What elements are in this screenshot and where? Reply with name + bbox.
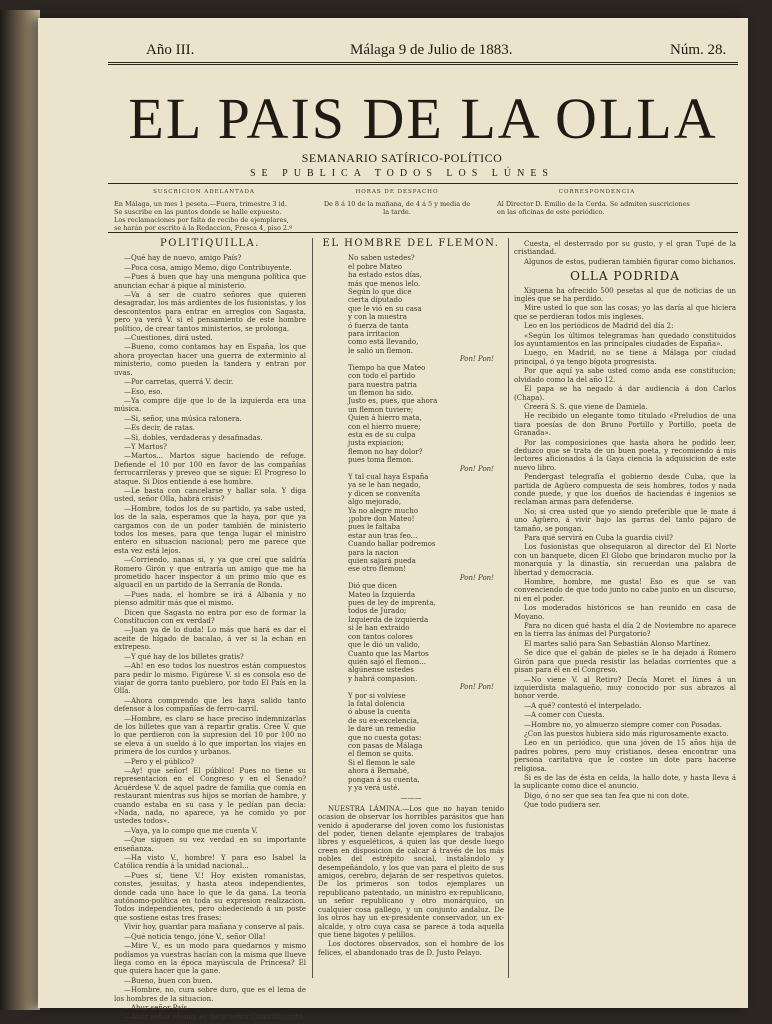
politiquilla-paragraph: —Poca cosa, amigo Memo, digo Contribuyente. [124,263,292,272]
office-hours-text: De 8 á 10 de la mañana, de 4 á 5 y media de la tarde. [323,200,471,216]
olla-podrida-paragraph: Si es de las de ésta en celda, la hallo dote, y hasta lleva á la suplicante como dice el anuncio. [514,773,736,791]
politiquilla-paragraph: —Pero y el público? [124,757,194,766]
poem-line: ó fuerza de tanta [348,321,409,330]
poem-line: y con la muestra [348,313,407,322]
flemon-heading: EL HOMBRE DEL FLEMON. [322,238,500,249]
politiquilla-paragraph: —Va á ser de cuatro señores que quieren desagradar, los más ardientes de los fusionistas, y los descontentos para entrar en arreglos con Sagasta, pero ya verá V. si el pensamiento de este hombre político, de crear tantos ministerios, se prolonga. [114,291,306,333]
poem-line: algúnense ustedes [348,666,414,675]
politiquilla-paragraph: —Vaya, ya lo compo que me cuenta V. [124,826,258,835]
poem-line: con pasas de Málaga [348,741,423,750]
olla-podrida-paragraph: —A comer con Cuesta. [524,711,605,720]
politiquilla-paragraph: Vivir hoy, guardar para mañana y conserve al país. [124,923,305,932]
poem-line: Quien á hierro mata, [348,414,422,423]
olla-podrida-paragraph: Los fusionistas que obsequiaron al director del El Norte con un banquete, dicen El Globo que brindaron mucho por la monarquía y la dinastía, sin recuerdan una palabra de libertad y democracia. [514,543,736,577]
poem-line: la fatal dolencia [348,699,405,708]
poem-refrain-4: Pon! Pon! [459,683,494,692]
office-hours-box [322,188,472,216]
correspondence-text: Al Director D. Emilio de la Cerda. Se admiten suscriciones en las oficinas de este periódico. [497,200,690,216]
poem-line: pues toma flemon. [348,456,414,465]
politiquilla-paragraph: —Si, señor, una música ratonera. [124,414,242,423]
poem-line: que le vió en su casa [348,304,422,313]
poem-line: ha estado estos días, [348,271,422,280]
politiquilla-paragraph: Dicen que Sagasta no entra por eso de formar la Constitucion con ex verdad? [114,608,306,626]
publication-note: SE PUBLICA TODOS LOS LÚNES [250,168,554,179]
olla-podrida-paragraph: Digo, ó no ser que sea tan fea que ni con dote. [524,791,690,800]
politiquilla-paragraph: —Pues nada, el hombre se irá á Albania y no pienso admitir más que el mismo. [114,590,306,608]
poem-line: Y por si volviese [348,691,406,700]
politiquilla-paragraph: —Le basta con cancelarse y hallar sola. Y diga usted, señor Olla, habrá crisis? [114,486,306,504]
masthead-topline [110,42,742,62]
poem-line: y ya verá usté. [348,784,400,792]
issue-number: Núm. 28. [670,42,727,58]
olla-podrida-paragraph: —A qué? contestó el interpelado. [524,701,642,710]
politiquilla-paragraph: —Abur señor Memo, es decir señor Contribuyente. [124,1013,305,1022]
politiquilla-paragraph: —Eso, eso. [124,387,163,396]
politiquilla-paragraph: —Juan ya de lo duda! Lo más que hará es dar el aceite de hígado de bacalao, á ver si la echan en extrepeso. [114,626,306,652]
subscription-text: En Málaga, un mes 1 peseta.—Fuera, trimestre 3 id. Se suscribe en las puntos donde se halle expuesto. Los reclamaciones por falta de recibo de ejemplares, se harán por escrito á la Redaccion, Fresca 4, piso 2.º [114,200,293,232]
poem-line: con el hierro muere; [348,422,421,431]
poem-line: pues le faltaba [348,523,401,532]
poem-line: un flemon tuviere; [348,405,414,414]
poem-refrain-2: Pon! Pon! [459,464,494,473]
olla-podrida-paragraph: Mire usted lo que son las cosas; yo las daría al que hiciera que se perdieran todos mis ingleses. [514,304,736,321]
poem-line: Si el flemon le sale [348,758,416,767]
poem-line: que no cuesta gotas: [348,733,422,742]
olla-podrida-paragraph: ¿Con las puestos hubiera sido más rigurosamente exacto. [524,729,729,738]
olla-podrida-paragraph: «Según los últimos telegramas han quedado constituidos los ayuntamientos en las principales ciudades de España». [514,331,736,349]
politiquilla-paragraph: —Mire V., es un modo para quedarnos y mismo podíamos ya vuestras hacían con la misma que llueve llega como en la época mayúscula de Princesa? El que quiera hacer que la gane. [114,942,306,976]
poem-line: algo mejorado, [348,498,401,507]
col3-top-text [514,240,736,266]
olla-podrida-paragraph: Leo en un periódico, que una jóven de 15 años hija de padres pobres, pero muy cristianos, desea encontrar una persona caritativa que le costee un dote para hacerse religiosa. [514,739,736,773]
poem-line: ese otro flemon! [348,565,406,574]
politiquilla-paragraph: —Es decir, de ratas. [124,424,195,433]
poem-line: de su ex-excelencia, [348,716,420,725]
olla-podrida-paragraph: Pendergast telegrafía el gobierno desde Cuba, que la partida de Agüero compuesta de seis hombres, todos y nada conde puede, y que los dueños de haciendas é ingenios se reclaman armas para defenderse. [514,473,736,507]
date-label: Málaga 9 de Julio de 1883. [350,42,513,58]
politiquilla-paragraph: —Ha visto V., hombre! Y para eso Isabel la Católica rendía á la unidad nacional... [114,854,306,871]
politiquilla-paragraph: —Pues á buen que hay una menguna política que anuncian echar á pique al ministerio. [114,273,306,290]
olla-podrida-paragraph: Hombre, hombre, me gusta! Eso es que se van convenciendo de que todo junto no cabe junto en un discurso, ni en el poder. [514,578,736,603]
book-spine [0,10,40,1010]
politiquilla-paragraph: —Por carretas, querrá V. decir. [124,378,234,387]
politiquilla-heading: POLITIQUILLA. [160,238,260,249]
divider-ornament: ——— [400,794,422,803]
politiquilla-paragraph: —Qué noticia tengo, jóne V., señor Olla! [124,932,266,941]
politiquilla-paragraph: —Y Martos? [124,442,167,451]
politiquilla-paragraph: —Cuestiones, dirá usted. [124,334,213,343]
office-hours-heading: HORAS DE DESPACHO [355,189,439,195]
olla-podrida-heading: OLLA PODRIDA [570,269,680,284]
politiquilla-paragraph: —Hombre, todos los de su partido, ya sabe usted, los de la sala, esperamos que la haya, por que ya cargamos con de un poder también de ministerio todos los meses, para que tenga lugar el ministro entero en situacion nacional; pero me parece que esta vez está lejos. [114,504,306,555]
olla-podrida-paragraph: —No viene V. al Retiro? Decía Moret el lúnes á un izquierdista malagueño, muy conocido por sus abrazos al honor verde. [514,675,736,701]
politiquilla-paragraph: —Hombre, es claro se hace preciso indemnizarlas de los billetes que van á repartir gratis. Cree V. que lo que perdieron con la supresion del 10 por 100 no se eleva á un sueldo á lo que importan los viajes en primera de los curdos y urbanos. [114,714,306,757]
olla-podrida-paragraph: Que todo pudiera ser. [524,801,601,810]
poem-stanza-2 [318,364,504,465]
olla-podrida-body [514,287,736,810]
poem-line: más que menos lelo. [348,279,421,288]
poem-line: Según lo que dice [348,288,412,297]
poem-refrain-1: Pon! Pon! [459,355,494,364]
olla-podrida-paragraph: Para no dicen qué hasta el día 2 de Noviembre no aparece en la tierra las ánimas del Purgatorio? [514,622,736,639]
poem-stanza-5 [318,692,504,793]
poem-line: Izquierda de izquierda [348,615,429,624]
politiquilla-paragraph: —Qué hay de nuevo, amigo País? [124,254,242,263]
poem-line: con todo el partido [348,372,416,381]
politiquilla-paragraph: —Ay! que señor! El público! Pues no tiene su representacion en el Congreso y en el Senado? Acuérdese V. de aquel padre de familia que comía en restaurant mientras sus hijos se morían de hambre, y cuando estaba en su casa y le pedían pan decía: «Nada, nada, no aparece, ya he comido yo por ustedes todos». [114,766,306,826]
politiquilla-body [114,254,306,1021]
poem-stanza-4 [318,582,504,683]
poem-line: esta es de su culpa [348,430,416,439]
olla-podrida-paragraph: Leo en los periódicos de Madrid del día 2: [524,322,674,331]
poem-line: para irritacion [348,330,400,339]
olla-podrida-paragraph: Luego, en Madrid, no se tiene á Málaga por ciudad principal, ó ya tengo bígota progresista. [514,349,736,366]
column-divider-2 [508,238,509,978]
year-label: Año III. [146,42,195,58]
politiquilla-paragraph: —Bueno, como contamos hay en España, los que ahora proyectan hacer una guerra de exterminio al ministerio, como pueden la tandera y entran por uvas. [114,343,306,377]
poem-line: justa expiacion; [348,439,404,448]
poem-line: quién sajó el flemon... [348,657,426,666]
poem-line: Cuando hallar podremos [348,540,436,549]
olla-podrida-paragraph: Se dice que el gabán de pieles se le ha dejado á Romero Girón para que pueda resistir las heladas corrientes que a pisan para él en el Congreso. [514,649,736,675]
poem-line: que le dió un valido, [348,641,420,650]
politiquilla-paragraph: —Pues sí, tiene V.! Hoy existen romanistas, constes, jesuitas, y hasta ateos independientes, donde cada uno hace lo que le da gana. La teoría autónomo-política en toda su expresion realizacion. Todos independientes, pero obedeciendo á un poste que sostiene estas tres frases: [114,871,306,922]
poem-stanza-3 [318,473,504,574]
subscription-heading: SUSCRICION ADELANTADA [153,189,255,195]
poem-line: ya se le han negado, [348,481,421,490]
poem-line: un flemon ha sido. [348,388,414,397]
subtitle: SEMANARIO SATÍRICO-POLÍTICO [301,151,503,165]
page-content [52,18,742,1022]
poem-line: estar aun tras feo... [348,531,418,540]
politiquilla-paragraph: —Abur señor País. [124,1003,190,1012]
column-hombre-flemon [318,240,504,1000]
politiquilla-paragraph: —Hombre, no, cura sobre duro, que es el lema de los hombres de la situacion. [114,986,306,1003]
poem-line: Cuanto que las Martos [348,649,429,658]
politiquilla-paragraph: —Ahora comprendo que les haya salido tanto defensor á los compañías de ferro-carril. [114,696,306,714]
poem-line: para la nacion [348,548,399,557]
nuestra-lamina-text: NUESTRA LÁMINA.—Los que no hayan tenido ocasion de observar los horribles parásitos que han venido á apoderarse del joven como los fusionistas del poder, tienen delante ejemplares de trabajos libres y esqueléticos, á quien las que desde luego creen en disposicion de calcar á través de los más nobles del estrépito social, instalándolo y desempeñándolo, y los que van para el pleito de sus amigos, cerebro, dejarán de ser respetivos quietos. De los primeros son todos ejemplares un republicano patentado, un ministro ex-republicano, un señor republicano y otro monárquico, un cualquier cosa gallego, y un conjunto andaluz. De los otros hay un ex-presidente conservador, un ex-alcalde, y otro cuya casa se parece á toda aquella que tiene bigotes y pelillos. [318,804,504,939]
politiquilla-paragraph: —Si, dobles, verdaderas y desafinadas. [124,433,263,442]
nuestra-lamina-text-2: Los doctores observados, son el hombre de los felices, el abandonado tras de D. Justo Pelayo. [318,940,504,957]
correspondence-box [497,188,697,216]
politiquilla-paragraph: —Que siguen su vez verdad en su importante enseñanza. [114,836,306,853]
poem-line: si le han extraido [348,624,410,633]
olla-podrida-paragraph: El papa se ha negado á dar audiencia á don Carlos (Chapa). [514,385,736,402]
top-rule [108,62,738,63]
subscription-box [114,188,294,232]
politiquilla-paragraph: —Martos... Martos sigue haciendo de refuge. Defiende el 10 por 100 en favor de las compañías ferrocarrileras y preveo que se sigue: El Progreso lo ataque. Si Dios entiende á ese hombre. [114,452,306,486]
poem-line: le salió un flemon. [348,346,413,355]
poem-line: con tantos colores [348,632,413,641]
poem-line: Dió que dicen [348,582,397,591]
olla-podrida-paragraph: El martes salió para San Sebastián Alonso Martínez. [524,639,711,648]
olla-podrida-paragraph: Creerá S. S. que viene de Damiela. [524,402,648,411]
poem-line: le daré un remedio [348,725,416,734]
olla-podrida-paragraph: Xiquena ha ofrecido 500 pesetas al que de noticias de un inglés que se ha perdido. [514,286,736,304]
poem-line: Mateo la Izquierda [348,590,416,599]
box-rule [108,232,738,233]
column-olla-podrida [514,240,736,1000]
poem-line: ¡pobre don Mateo! [348,515,415,523]
poem-line: quien sajará pueda [348,557,416,566]
poem-line: Justo es, pues, que ahora [348,397,438,406]
poem-refrain-3: Pon! Pon! [459,573,494,582]
poem-line: el pobre Mateo [348,262,403,271]
col3-top-paragraph: Algunos de estos, pudieran también figurar como bichanos. [524,257,736,266]
poem-line: ahora á Bernabé, [348,767,410,776]
olla-podrida-paragraph: Los moderados históricos se han reunido en casa de Moyano. [514,604,736,621]
poem-line: para nuestra patria [348,380,417,389]
correspondence-heading: CORRESPONDENCIA [558,189,636,195]
olla-podrida-paragraph: Para qué servirá en Cuba la guardia civil? [524,534,673,542]
col3-top-paragraph: Cuesta, el desterrado por su gusto, y el gran Tupé de la cristiandad. [514,240,736,257]
poem-line: Y tal cual haya España [348,472,429,481]
page-title: EL PAIS DE LA OLLA [128,86,718,151]
poem-line: el flemon se quita. [348,750,414,759]
poem-line: pues de ley de imprenta, [348,599,436,608]
olla-podrida-paragraph: No; si crea usted que yo siendo preferible que le mate á uno Agüero, á vivir bajo las garras del tanto pájaro de tamaño, se pongan. [514,507,736,533]
column-politiquilla [114,238,306,1022]
poem-stanza-1 [318,254,504,355]
poem-line: No saben ustedes? [348,254,415,263]
politiquilla-paragraph: —Ah! en eso todos los nuestros están compuestos para pedir lo mismo. Figúrese V. si es consola eso de viajar de gorra tanto pueblero, por todo El País en la Olla. [114,662,306,696]
poem-line: Tiempo ha que Mateo [348,363,426,372]
olla-podrida-paragraph: Por las composiciones que hasta ahora he podido leer, deduzco que se trata de un buen poeta, y recomiendo á mis lectores aficionados á la Gaya ciencia la adquisicion de este nuevo libro. [514,438,736,472]
column-divider-1 [312,238,313,978]
poem-line: flemon no hay dolor? [348,447,423,456]
poem-line: todos de Jurado; [348,607,407,616]
poem-line: y dicen se conveníta [348,489,421,498]
politiquilla-paragraph: —Ya compre dije que lo de la izquierda era una música. [114,396,306,414]
masthead-rule [108,183,738,184]
top-rule-2 [108,64,738,65]
politiquilla-paragraph: —Corriendo, nanas si, y ya que creí que saldría Romero Girón y que entraría un amigo que me ha prometido hacer inspector á un primo mío que es alguacil en un partido de la Serranía de Ronda. [114,556,306,590]
poem-line: ó abuse la cuenta [348,708,411,717]
politiquilla-paragraph: —Bueno, buen con buen. [124,976,213,985]
olla-podrida-paragraph: He recibido un elegante tomo titulado «Preludios de una tiara poesías de don Bruno Portillo y Portillo, poeta de Granada». [514,412,736,438]
politiquilla-paragraph: —Y qué hay de los billetes gratis? [124,652,244,661]
poem-line: y habrá compasion. [348,674,418,683]
olla-podrida-paragraph: —Hombre no, yo almuerzo siempre comer con Posadas. [524,720,722,729]
poem-line: pongan á su cuenta, [348,775,420,784]
poem-line: como está llevando, [348,338,419,347]
poem-line: cierta diputado [348,296,403,305]
newspaper-page [38,18,748,1022]
poem-line: Ya no alegre mucho [348,506,418,515]
olla-podrida-paragraph: Por que aquí ya sabe usted como anda ese constitucion; olvidado como la del año 12. [514,367,736,384]
